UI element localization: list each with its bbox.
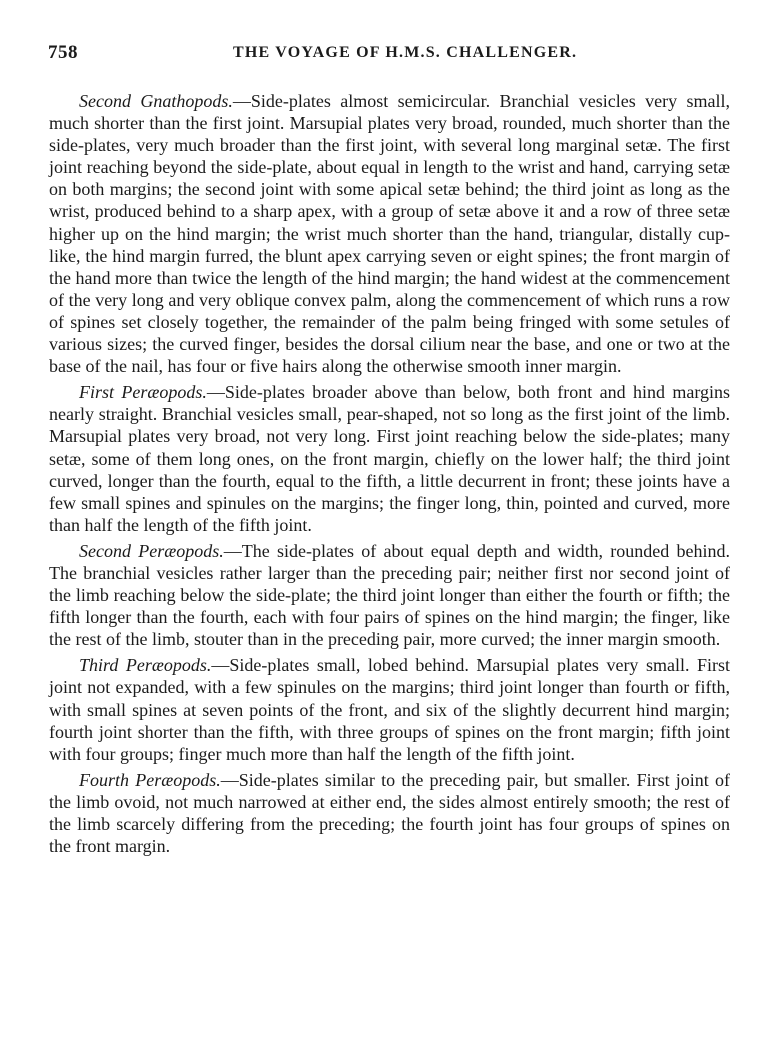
paragraph-text: —The side-plates of about equal depth and width, rounded behind. The branchial vesicles rather larger than the preceding pair; neither first nor second joint of the limb reaching below the side-plate; the third joint longer than either the fourth or fifth; the fifth longer than the fourth, each with four pairs of spines on the hind margin; the finger, like the rest of the limb, stouter than in the preceding pair, more curved; the inner margin smooth. xyxy=(49,540,730,650)
paragraph-second-gnathopods xyxy=(49,90,730,377)
page-header xyxy=(48,42,728,66)
paragraph-lead: Second Gnathopods. xyxy=(79,91,233,111)
paragraph-text: —Side-plates almost semicircular. Branchial vesicles very small, much shorter than the first joint. Marsupial plates very broad, rounded, much shorter than the side-plates, very much broader than the first joint, with several long marginal setæ. The first joint reaching beyond the side-plate, about equal in length to the wrist and hand, carrying setæ on both margins; the second joint with some apical setæ behind; the third joint as long as the wrist, produced behind to a sharp apex, with a group of setæ above it and a row of three setæ higher up on the hind margin; the wrist much shorter than the hand, triangular, distally cup-like, the hind margin furred, the blunt apex carrying seven or eight spines; the front margin of the hand more than twice the length of the hind margin; the hand widest at the commencement of the very long and very oblique convex palm, along the commencement of which runs a row of spines set closely together, the remainder of the palm being fringed with some setules of various sizes; the curved finger, besides the dorsal cilium near the base, and one or two at the base of the nail, has four or five hairs along the otherwise smooth inner margin. xyxy=(49,91,731,377)
paragraph-text: —Side-plates broader above than below, both front and hind margins nearly straight. Branchial vesicles small, pear-shaped, not so long as the first joint of the limb. Marsupial plates very broad, not very long. First joint reaching below the side-plates; many setæ, some of them long ones, on the front margin, chiefly on the lower half; the third joint curved, longer than the fourth, equal to the fifth, a little decurrent in front; these joints have a few small spines and spinules on the margins; the finger long, thin, pointed and curved, more than half the length of the fifth joint. xyxy=(49,382,730,535)
paragraph-text: —Side-plates similar to the preceding pair, but smaller. First joint of the limb ovoid, not much narrowed at either end, the sides almost entirely smooth; the rest of the limb scarcely differing from the preceding; the fourth joint has four groups of spines on the front margin. xyxy=(49,769,730,857)
paragraph-lead: First Peræopods. xyxy=(79,382,207,403)
paragraph-lead: Second Peræopods. xyxy=(79,540,224,561)
paragraph-second-peraeopods xyxy=(49,540,730,650)
paragraph-first-peraeopods xyxy=(49,381,730,536)
paragraph-lead: Fourth Peræopods. xyxy=(79,769,221,790)
paragraph-fourth-peraeopods xyxy=(49,769,730,857)
paragraph-text: —Side-plates small, lobed behind. Marsupial plates very small. First joint not expanded, with a few spinules on the margins; third joint longer than fourth or fifth, with small spines at seven points of the front, and six of the slightly decurrent hind margin; fourth joint shorter than the fifth, with three groups of spines on the front margin; fifth joint with four groups; finger much more than half the length of the fifth joint. xyxy=(49,655,730,764)
running-title: THE VOYAGE OF H.M.S. CHALLENGER. xyxy=(233,44,578,61)
paragraph-third-peraeopods xyxy=(49,654,730,764)
body-text xyxy=(49,90,730,861)
paragraph-lead: Third Peræopods. xyxy=(79,655,212,676)
page-number: 758 xyxy=(48,42,78,63)
